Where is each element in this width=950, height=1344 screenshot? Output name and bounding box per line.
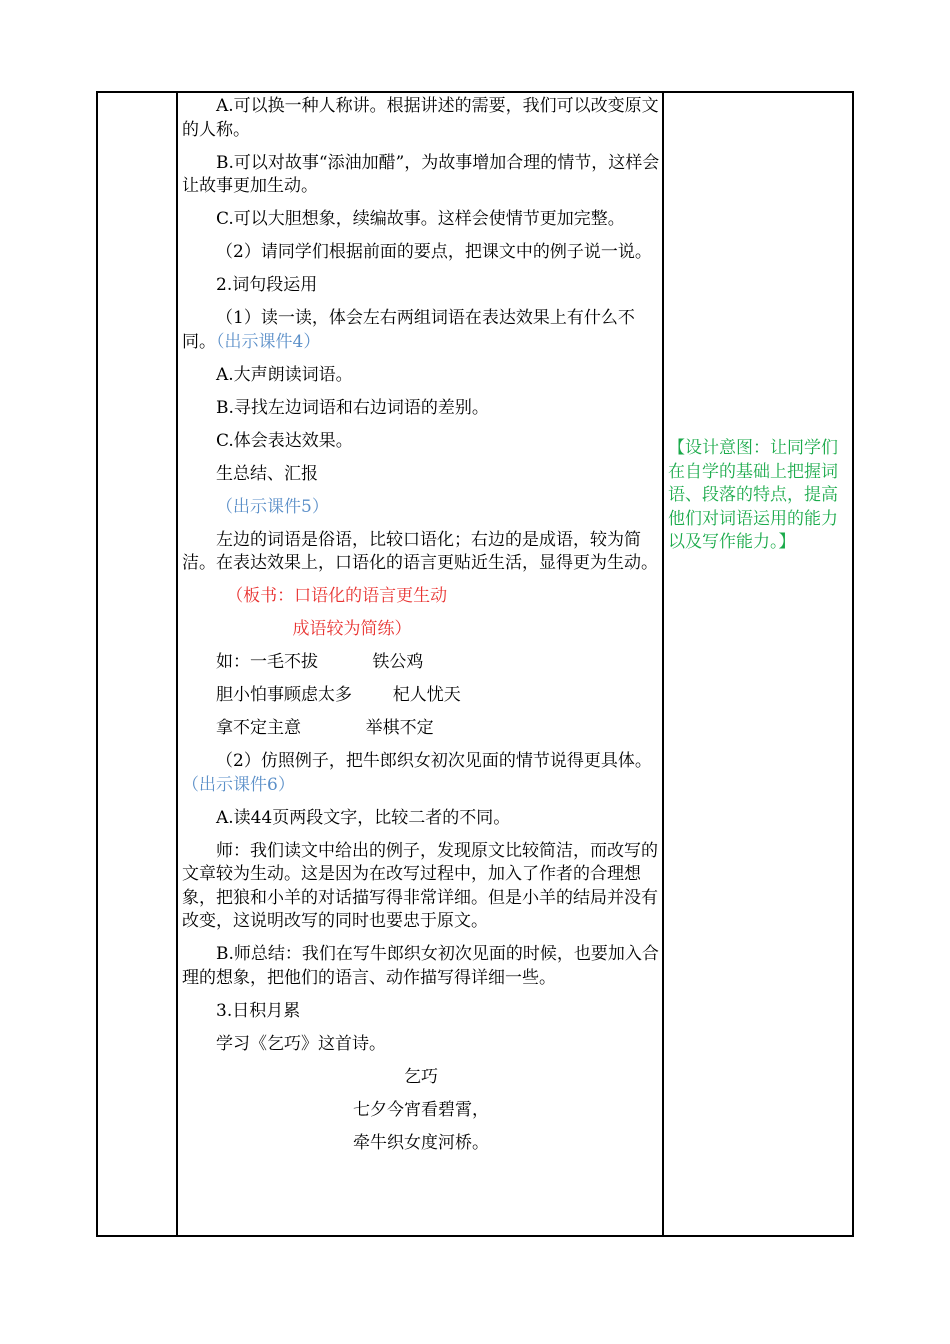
example-2-idiom: 杞人忧天 [392,685,461,705]
example-3-idiom: 举棋不定 [365,718,434,738]
poem-line-1: 七夕今宵看碧霄， [353,1099,489,1120]
courseware-link-5: （出示课件5） [216,496,329,517]
board-note-line-2: 成语较为简练） [292,619,412,639]
courseware-link-6: （出示课件6） [182,774,295,795]
example-2-colloquial: 胆小怕事顾虑太多 [216,685,352,705]
teaching-process-column [178,93,664,1165]
design-intent-column [666,437,852,555]
paragraph-read-aloud: A.大声朗读词语。 [216,364,353,385]
paragraph-imitate-example [182,750,660,797]
example-row-1 [182,651,660,675]
example-3-colloquial: 拿不定主意 [216,718,301,738]
paragraph-find-difference: B.寻找左边词语和右边词语的差别。 [216,397,489,418]
paragraph-teacher-summary: B.师总结：我们在写牛郎织女初次见面的时候，也要加入合理的想象，把他们的语言、动作描写得详细一些。 [182,944,659,988]
paragraph-option-c: C.可以大胆想象，续编故事。这样会使情节更加完整。 [216,209,625,229]
imitate-example-text: （2）仿照例子，把牛郎织女初次见面的情节说得更具体。 [216,751,652,771]
paragraph-read-page-44: A.读44页两段文字，比较二者的不同。 [216,807,511,828]
paragraph-feel-effect: C.体会表达效果。 [216,430,353,451]
paragraph-read-compare [182,307,660,354]
design-intent-note: 【设计意图：让同学们在自学的基础上把握词语、段落的特点，提高他们对词语运用的能力以及写作能力。】 [668,438,838,552]
paragraph-option-b: B.可以对故事“添油加醋”，为故事增加合理的情节，这样会让故事更加生动。 [182,152,660,196]
read-compare-text: （1）读一读，体会左右两组词语在表达效果上有什么不同。 [182,308,635,352]
paragraph-learn-poem: 学习《乞巧》这首诗。 [216,1033,386,1054]
paragraph-teacher-explanation: 师：我们读文中给出的例子，发现原文比较简洁，而改写的文章较为生动。这是因为在改写过程中，加入了作者的合理想象，把狼和小羊的对话描写得非常详细。但是小羊的结局并没有改变，这说明改写的同时也要忠于原文。 [182,840,658,931]
example-1-idiom: 铁公鸡 [372,652,424,672]
poem-title: 乞巧 [404,1066,438,1087]
lesson-table [96,91,854,1237]
example-1-colloquial: 如：一毛不拔 [216,652,318,672]
paragraph-student-summary: 生总结、汇报 [216,463,318,484]
courseware-link-4: （出示课件4） [216,331,321,352]
board-note-line-1: （板书：口语化的语言更生动 [226,586,448,606]
section-heading-word-usage: 2.词句段运用 [216,275,318,295]
section-heading-daily-accumulation: 3.日积月累 [216,1000,301,1021]
paragraph-explanation: 左边的词语是俗语，比较口语化；右边的是成语，较为简洁。在表达效果上，口语化的语言更贴近生活，显得更为生动。 [182,529,658,573]
example-row-2 [182,684,660,708]
example-row-3 [182,717,660,741]
paragraph-option-a: A.可以换一种人称讲。根据讲述的需要，我们可以改变原文的人称。 [182,96,659,140]
paragraph-step-2: （2）请同学们根据前面的要点，把课文中的例子说一说。 [216,242,652,262]
poem-line-2: 牵牛织女度河桥。 [353,1132,489,1153]
